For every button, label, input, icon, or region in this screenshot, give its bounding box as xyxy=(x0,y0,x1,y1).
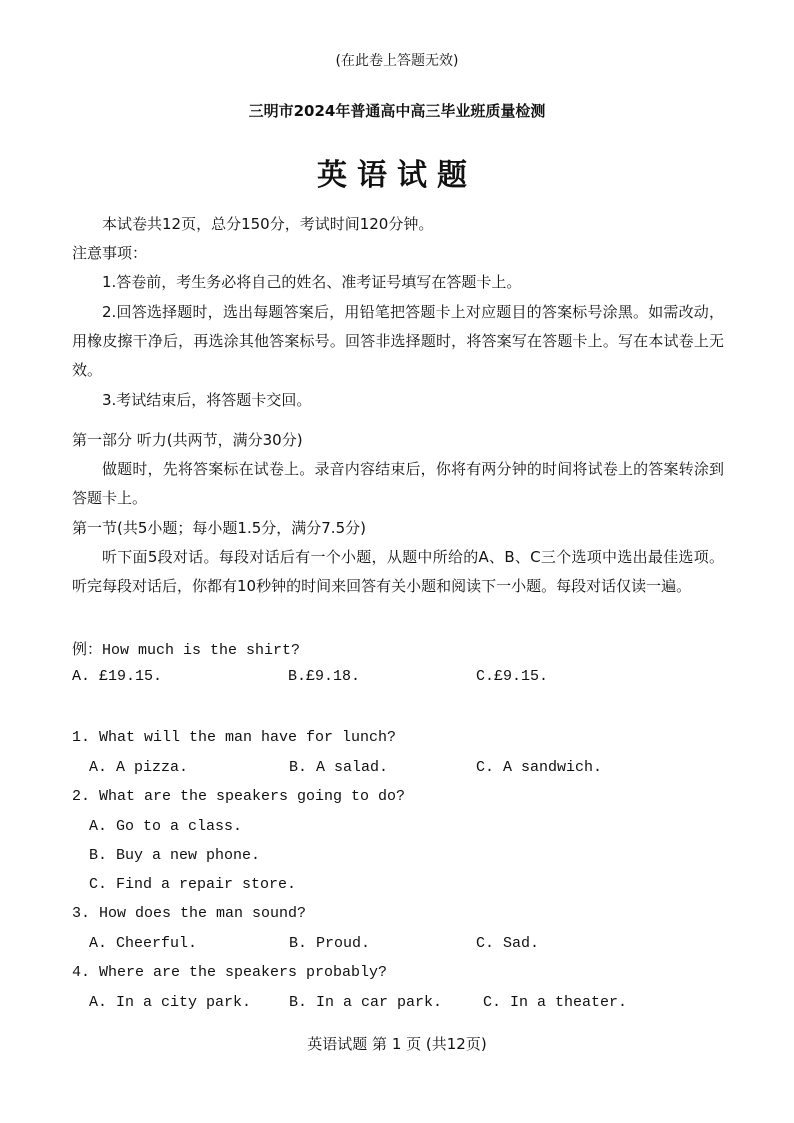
note-3: 3.考试结束后，将答题卡交回。 xyxy=(102,391,312,409)
page-footer: 英语试题 第 1 页 (共12页) xyxy=(307,1035,487,1053)
part1-heading: 第一部分 听力(共两节，满分30分) xyxy=(72,431,303,449)
notes-heading: 注意事项： xyxy=(72,244,148,262)
exam-summary: 本试卷共12页，总分150分，考试时间120分钟。 xyxy=(102,215,434,233)
question-4-option-a: A. In a city park. xyxy=(89,994,252,1011)
question-1: 1. What will the man have for lunch? xyxy=(72,729,397,746)
question-2-option-a: A. Go to a class. xyxy=(89,818,243,835)
question-3-option-a: A. Cheerful. xyxy=(89,935,198,952)
question-4-option-b: B. In a car park. xyxy=(289,994,443,1011)
question-1-option-c: C. A sandwich. xyxy=(476,759,603,776)
question-2-option-c: C. Find a repair store. xyxy=(89,876,297,893)
question-3-option-c: C. Sad. xyxy=(476,935,540,952)
example-question: 例：How much is the shirt? xyxy=(72,642,301,659)
question-4-option-c: C. In a theater. xyxy=(483,994,628,1011)
page-title: 英语试题 xyxy=(317,158,477,193)
note-2: 2.回答选择题时，选出每题答案后，用铅笔把答题卡上对应题目的答案标号涂黑。如需改动，用橡皮擦干净后，再选涂其他答案标号。回答非选择题时，将答案写在答题卡上。写在本试卷上无效。 xyxy=(72,303,724,379)
question-1-option-b: B. A salad. xyxy=(289,759,389,776)
exam-name: 三明市2024年普通高中高三毕业班质量检测 xyxy=(248,102,546,120)
question-2: 2. What are the speakers going to do? xyxy=(72,788,406,805)
invalid-notice: (在此卷上答题无效) xyxy=(335,53,459,69)
question-3-option-b: B. Proud. xyxy=(289,935,371,952)
example-option-a: A. £19.15. xyxy=(72,668,163,685)
question-4: 4. Where are the speakers probably? xyxy=(72,964,388,981)
example-option-b: B.£9.18. xyxy=(288,668,361,685)
question-1-option-a: A. A pizza. xyxy=(89,759,189,776)
note-1: 1.答卷前，考生务必将自己的姓名、准考证号填写在答题卡上。 xyxy=(102,273,522,291)
section1-instruction: 听下面5段对话。每段对话后有一个小题，从题中所给的A、B、C三个选项中选出最佳选项。听完每段对话后，你都有10秒钟的时间来回答有关小题和阅读下一小题。每段对话仅读一遍。 xyxy=(72,548,724,595)
question-3: 3. How does the man sound? xyxy=(72,905,307,922)
example-option-c: C.£9.15. xyxy=(476,668,549,685)
question-2-option-b: B. Buy a new phone. xyxy=(89,847,261,864)
part1-instruction: 做题时，先将答案标在试卷上。录音内容结束后，你将有两分钟的时间将试卷上的答案转涂到答题卡上。 xyxy=(72,460,724,507)
section1-heading: 第一节(共5小题；每小题1.5分，满分7.5分) xyxy=(72,519,366,537)
